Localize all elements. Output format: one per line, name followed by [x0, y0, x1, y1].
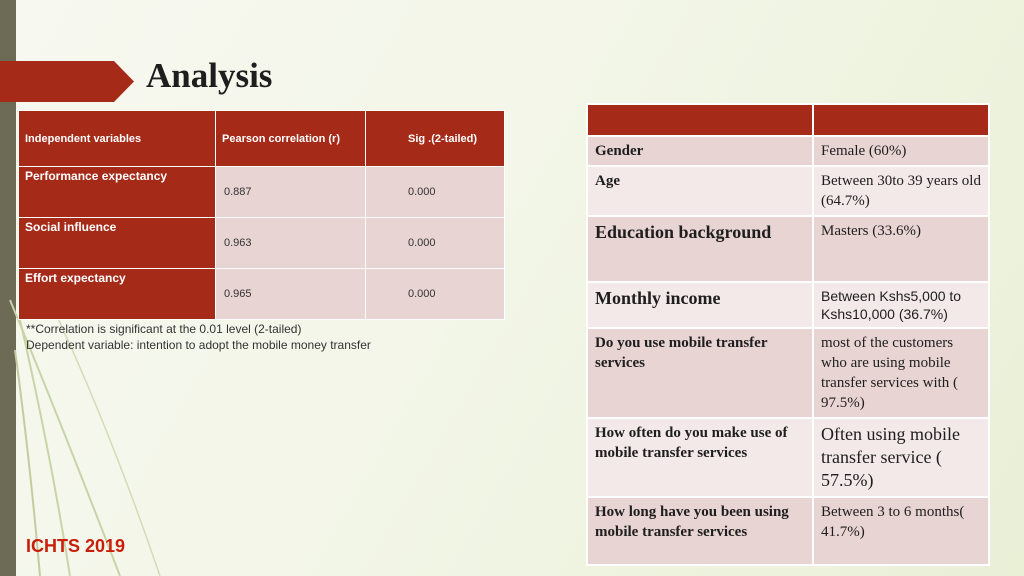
pearson-value: 0.965	[216, 269, 366, 320]
variable-name: Effort expectancy	[19, 269, 216, 320]
question-cell: Monthly income	[587, 282, 813, 328]
header-sig-2-tailed: Sig .(2-tailed)	[366, 111, 505, 167]
table-row	[19, 218, 505, 269]
title-arrow-banner	[0, 61, 134, 102]
answer-cell: Masters (33.6%)	[813, 216, 989, 282]
answer-cell: Between Kshs5,000 to Kshs10,000 (36.7%)	[813, 282, 989, 328]
demographics-summary-table	[586, 103, 990, 566]
table-row	[587, 328, 989, 418]
answer-cell: Between 30to 39 years old (64.7%)	[813, 166, 989, 216]
table-row	[587, 497, 989, 565]
summary-header-blank	[813, 104, 989, 136]
significance-note: **Correlation is significant at the 0.01 level (2-tailed)	[26, 322, 302, 336]
answer-cell: Often using mobile transfer service ( 57.5%)	[813, 418, 989, 497]
question-cell: How often do you make use of mobile transfer services	[587, 418, 813, 497]
slide-title: Analysis	[146, 56, 273, 95]
answer-cell: Between 3 to 6 months( 41.7%)	[813, 497, 989, 565]
table-row	[587, 136, 989, 166]
sig-value: 0.000	[366, 269, 505, 320]
summary-header-blank	[587, 104, 813, 136]
question-cell: Do you use mobile transfer services	[587, 328, 813, 418]
table-row	[587, 418, 989, 497]
table-row	[587, 216, 989, 282]
correlation-notes	[26, 321, 371, 353]
question-cell: Age	[587, 166, 813, 216]
pearson-value: 0.887	[216, 167, 366, 218]
table-row	[587, 282, 989, 328]
question-cell: Education background	[587, 216, 813, 282]
header-independent-variables: Independent variables	[19, 111, 216, 167]
dependent-variable-note: Dependent variable: intention to adopt the mobile money transfer	[26, 338, 371, 352]
header-pearson-correlation: Pearson correlation (r)	[216, 111, 366, 167]
question-cell: How long have you been using mobile transfer services	[587, 497, 813, 565]
sig-value: 0.000	[366, 167, 505, 218]
footer-conference-label: ICHTS 2019	[26, 536, 126, 556]
table-row	[19, 269, 505, 320]
answer-cell: Female (60%)	[813, 136, 989, 166]
answer-cell: most of the customers who are using mobile transfer services with ( 97.5%)	[813, 328, 989, 418]
pearson-value: 0.963	[216, 218, 366, 269]
table-row	[587, 166, 989, 216]
variable-name: Social influence	[19, 218, 216, 269]
sig-value: 0.000	[366, 218, 505, 269]
correlation-table	[18, 110, 505, 320]
question-cell: Gender	[587, 136, 813, 166]
variable-name: Performance expectancy	[19, 167, 216, 218]
table-row	[19, 167, 505, 218]
